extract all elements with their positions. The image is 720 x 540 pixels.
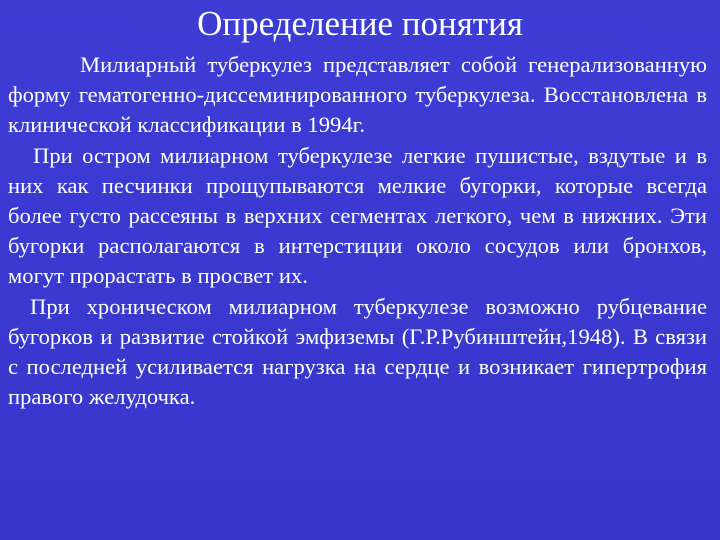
paragraph-chronic-form: При хроническом милиарном туберкулезе возможно рубцевание бугорков и развитие стойкой эмфиземы (Г.Р.Рубинштейн,1948). В связи с последней усиливается нагрузка на сердце и возникает гипертрофия правого желудочка.: [8, 293, 707, 410]
slide-body: [8, 50, 707, 412]
slide-title: Определение понятия: [197, 4, 523, 43]
paragraph-definition: Милиарный туберкулез представляет собой генерализованную форму гематогенно-диссеминированного туберкулеза. Восстановлена в клинической классификации в 1994г.: [8, 52, 707, 138]
paragraph-acute-form: При остром милиарном туберкулезе легкие пушистые, вздутые и в них как песчинки прощупываются мелкие бугорки, которые всегда более густо рассеяны в верхних сегментах легкого, чем в нижних. Эти бугорки располагаются в интерстиции около сосудов или бронхов, могут прорастать в просвет их.: [8, 142, 707, 289]
